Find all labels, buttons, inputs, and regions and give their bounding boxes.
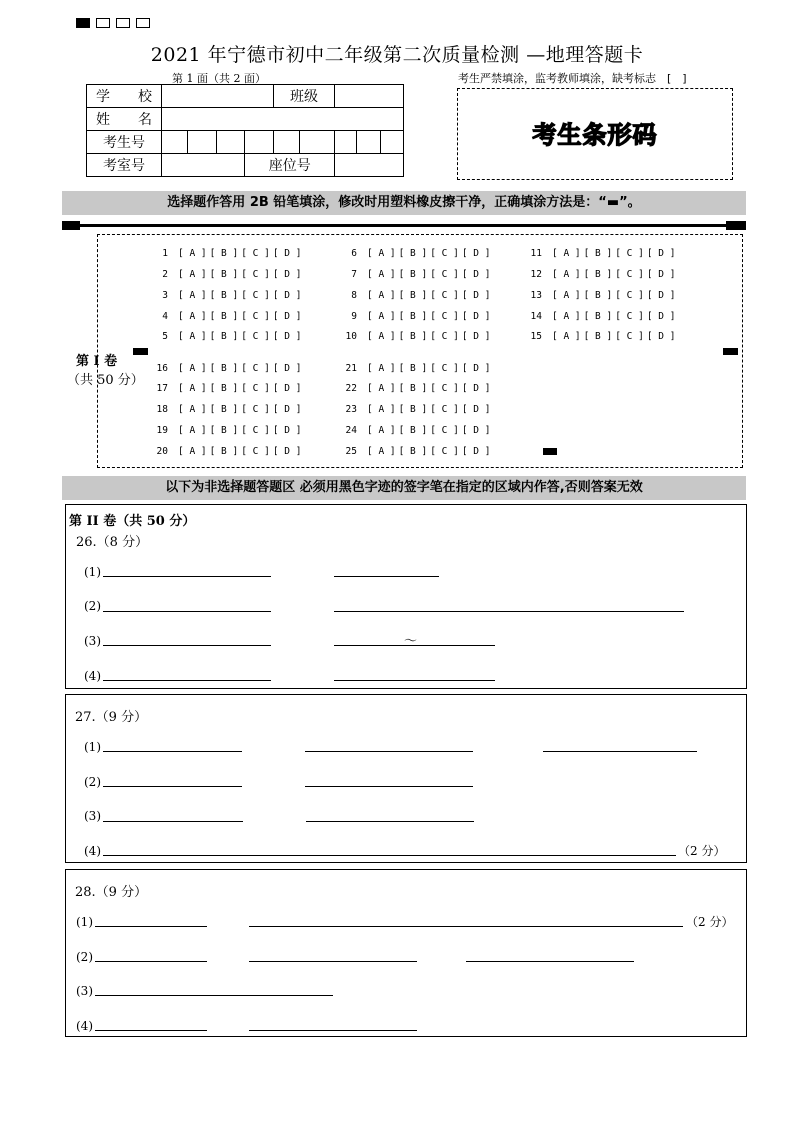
mc-question-number: 3 [162, 290, 168, 301]
school-field[interactable] [162, 85, 274, 108]
mc-option-bubble[interactable]: [ B ] [398, 363, 428, 374]
mc-option-bubble[interactable]: [ D ] [461, 311, 491, 322]
answer-line[interactable] [305, 786, 473, 787]
mc-option-bubble[interactable]: [ A ] [367, 404, 396, 415]
mc-question-number: 6 [351, 248, 357, 259]
mc-option-bubble[interactable]: [ B ] [583, 248, 613, 259]
range-tilde: ～ [404, 634, 418, 649]
mc-question-number: 13 [530, 290, 542, 301]
mc-question-row [142, 248, 304, 259]
mc-option-bubble[interactable]: [ C ] [430, 311, 459, 322]
mc-option-bubble[interactable]: [ A ] [367, 425, 396, 436]
mc-option-bubble[interactable]: [ D ] [646, 248, 676, 259]
mc-option-bubble[interactable]: [ D ] [461, 446, 491, 457]
question-27-item-4: (4) [84, 844, 101, 858]
mc-question-row [331, 446, 493, 457]
mc-question-number: 22 [345, 383, 357, 394]
answer-line[interactable] [543, 751, 697, 752]
mc-option-bubble[interactable]: [ D ] [272, 446, 302, 457]
mc-option-bubble[interactable]: [ C ] [430, 425, 459, 436]
exam-number-digit[interactable] [357, 131, 381, 154]
mc-option-bubble[interactable]: [ D ] [272, 269, 302, 280]
answer-line[interactable] [103, 645, 271, 646]
mc-option-bubble[interactable]: [ A ] [552, 290, 581, 301]
question-26-item-2: (2) [84, 599, 101, 613]
mc-option-bubble[interactable]: [ C ] [430, 383, 459, 394]
answer-line[interactable] [95, 995, 333, 996]
mc-question-number: 18 [156, 404, 168, 415]
mc-question-row [331, 290, 493, 301]
mc-option-bubble[interactable]: [ C ] [430, 404, 459, 415]
mc-option-bubble[interactable]: [ C ] [430, 290, 459, 301]
mc-option-bubble[interactable]: [ A ] [367, 383, 396, 394]
mc-option-bubble[interactable]: [ C ] [430, 248, 459, 259]
mc-option-bubble[interactable]: [ A ] [178, 363, 207, 374]
mc-option-bubble[interactable]: [ C ] [430, 269, 459, 280]
mc-question-row [516, 311, 678, 322]
mc-option-bubble[interactable]: [ C ] [241, 269, 270, 280]
mc-option-bubble[interactable]: [ A ] [367, 446, 396, 457]
mc-option-bubble[interactable]: [ D ] [461, 331, 491, 342]
question-26-heading: 26.（8 分） [76, 535, 149, 550]
seat-field[interactable] [335, 154, 404, 177]
answer-line[interactable] [249, 1030, 417, 1031]
position-marker-filled [76, 18, 90, 28]
mc-option-bubble[interactable]: [ C ] [241, 383, 270, 394]
mc-question-row [331, 363, 493, 374]
answer-line[interactable] [103, 611, 271, 612]
exam-number-digit[interactable] [300, 131, 335, 154]
exam-room-label: 考室号 [87, 154, 162, 177]
mc-option-bubble[interactable]: [ A ] [552, 331, 581, 342]
mc-option-bubble[interactable]: [ D ] [461, 290, 491, 301]
mc-question-number: 12 [530, 269, 542, 280]
answer-line[interactable] [95, 1030, 207, 1031]
mc-question-number: 21 [345, 363, 357, 374]
mc-question-row [331, 311, 493, 322]
exam-number-digit[interactable] [216, 131, 245, 154]
question-26-item-1: (1) [84, 565, 101, 579]
mc-question-number: 24 [345, 425, 357, 436]
mc-option-bubble[interactable]: [ D ] [272, 383, 302, 394]
answer-line[interactable] [103, 576, 271, 577]
question-27-item-2: (2) [84, 775, 101, 789]
exam-number-digit[interactable] [162, 131, 188, 154]
mc-option-bubble[interactable]: [ A ] [178, 446, 207, 457]
mc-option-bubble[interactable]: [ A ] [178, 404, 207, 415]
mc-option-bubble[interactable]: [ B ] [209, 383, 239, 394]
name-label: 姓 名 [87, 108, 162, 131]
mc-option-bubble[interactable]: [ D ] [272, 331, 302, 342]
question-27-points-note: （2 分） [678, 844, 726, 858]
mc-question-row [142, 404, 304, 415]
nonchoice-instruction-banner: 以下为非选择题答题区 必须用黑色字迹的签字笔在指定的区域内作答,否则答案无效 [62, 476, 746, 500]
question-27-item-1: (1) [84, 740, 101, 754]
answer-line[interactable] [95, 961, 207, 962]
mc-question-row [331, 425, 493, 436]
mc-option-bubble[interactable]: [ C ] [615, 331, 644, 342]
question-28-heading: 28.（9 分） [75, 885, 148, 900]
mc-question-number: 16 [156, 363, 168, 374]
alignment-marker [726, 221, 746, 230]
mc-option-bubble[interactable]: [ B ] [209, 311, 239, 322]
mc-question-row [516, 331, 678, 342]
mc-question-row [142, 383, 304, 394]
answer-line[interactable] [103, 751, 242, 752]
mc-option-bubble[interactable]: [ B ] [583, 290, 613, 301]
mc-option-bubble[interactable]: [ B ] [209, 248, 239, 259]
answer-line[interactable] [249, 961, 417, 962]
alignment-marker [62, 221, 80, 230]
seat-label: 座位号 [245, 154, 335, 177]
mc-question-number: 5 [162, 331, 168, 342]
page-indicator: 第 1 面（共 2 面） [172, 72, 266, 85]
question-28-item-4: (4) [76, 1019, 93, 1033]
name-field[interactable] [162, 108, 404, 131]
mc-option-bubble[interactable]: [ B ] [398, 425, 428, 436]
mc-option-bubble[interactable]: [ B ] [583, 269, 613, 280]
question-26-item-3: (3) [84, 634, 101, 648]
mc-option-bubble[interactable]: [ A ] [367, 363, 396, 374]
mc-option-bubble[interactable]: [ C ] [430, 363, 459, 374]
mc-option-bubble[interactable]: [ A ] [367, 290, 396, 301]
mc-option-bubble[interactable]: [ A ] [552, 248, 581, 259]
mc-option-bubble[interactable]: [ B ] [209, 425, 239, 436]
mc-option-bubble[interactable]: [ A ] [178, 290, 207, 301]
mc-option-bubble[interactable]: [ D ] [272, 290, 302, 301]
mc-question-number: 1 [162, 248, 168, 259]
position-marker-empty [96, 18, 110, 28]
mc-question-number: 17 [156, 383, 168, 394]
answer-line[interactable] [95, 926, 207, 927]
answer-line[interactable] [103, 821, 243, 822]
answer-line[interactable] [305, 751, 473, 752]
mc-option-bubble[interactable]: [ A ] [552, 311, 581, 322]
mc-option-bubble[interactable]: [ B ] [398, 269, 428, 280]
mc-question-number: 11 [530, 248, 542, 259]
mc-question-row [516, 248, 678, 259]
mc-option-bubble[interactable]: [ A ] [552, 269, 581, 280]
question-26-item-4: (4) [84, 669, 101, 683]
mc-option-bubble[interactable]: [ C ] [241, 311, 270, 322]
mc-option-bubble[interactable]: [ C ] [615, 248, 644, 259]
mc-option-bubble[interactable]: [ D ] [461, 363, 491, 374]
mc-option-bubble[interactable]: [ B ] [209, 404, 239, 415]
absent-mark-instruction: 考生严禁填涂，监考教师填涂，缺考标志 [ ] [458, 72, 687, 85]
mc-question-row [516, 290, 678, 301]
mc-option-bubble[interactable]: [ D ] [272, 311, 302, 322]
mc-option-bubble[interactable]: [ B ] [398, 311, 428, 322]
mc-option-bubble[interactable]: [ C ] [615, 311, 644, 322]
part-two-title: 第 II 卷（共 50 分） [69, 514, 196, 529]
mc-option-bubble[interactable]: [ C ] [615, 290, 644, 301]
mc-option-bubble[interactable]: [ D ] [646, 331, 676, 342]
mc-option-bubble[interactable]: [ B ] [209, 290, 239, 301]
mc-option-bubble[interactable]: [ B ] [209, 446, 239, 457]
mc-question-number: 10 [345, 331, 357, 342]
mc-option-bubble[interactable]: [ A ] [178, 311, 207, 322]
alignment-marker [543, 448, 557, 455]
answer-line[interactable] [103, 680, 271, 681]
barcode-area [457, 88, 733, 180]
question-27-answer-box [65, 694, 747, 863]
mc-question-number: 4 [162, 311, 168, 322]
mc-option-bubble[interactable]: [ D ] [461, 269, 491, 280]
mc-question-row [142, 446, 304, 457]
mc-question-row [331, 383, 493, 394]
mc-option-bubble[interactable]: [ A ] [367, 331, 396, 342]
answer-line[interactable] [466, 961, 634, 962]
question-26-answer-box [65, 504, 747, 689]
question-27-item-3: (3) [84, 809, 101, 823]
mc-option-bubble[interactable]: [ D ] [646, 311, 676, 322]
mc-question-row [142, 269, 304, 280]
mc-option-bubble[interactable]: [ A ] [178, 425, 207, 436]
mc-option-bubble[interactable]: [ C ] [615, 269, 644, 280]
page-title: 2021 年宁德市初中二年级第二次质量检测 —地理答题卡 [150, 44, 644, 66]
exam-number-digit[interactable] [381, 131, 404, 154]
mc-option-bubble[interactable]: [ D ] [646, 269, 676, 280]
choice-instruction-banner: 选择题作答用 2B 铅笔填涂，修改时用塑料橡皮擦干净，正确填涂方法是：“▬”。 [62, 191, 746, 215]
mc-question-number: 23 [345, 404, 357, 415]
exam-number-digit[interactable] [274, 131, 300, 154]
mc-question-row [142, 290, 304, 301]
question-28-answer-box [65, 869, 747, 1037]
mc-question-number: 8 [351, 290, 357, 301]
mc-question-row [142, 425, 304, 436]
mc-option-bubble[interactable]: [ D ] [461, 404, 491, 415]
mc-question-row [331, 248, 493, 259]
question-28-item-2: (2) [76, 950, 93, 964]
divider-rule [80, 224, 726, 227]
answer-line[interactable] [103, 786, 242, 787]
class-label: 班级 [274, 85, 335, 108]
mc-option-bubble[interactable]: [ D ] [272, 248, 302, 259]
answer-line[interactable] [249, 926, 683, 927]
mc-option-bubble[interactable]: [ C ] [430, 331, 459, 342]
mc-option-bubble[interactable]: [ A ] [178, 248, 207, 259]
mc-question-number: 9 [351, 311, 357, 322]
barcode-label: 考生条形码 [532, 121, 658, 149]
answer-line[interactable] [103, 855, 676, 856]
mc-option-bubble[interactable]: [ C ] [430, 446, 459, 457]
mc-option-bubble[interactable]: [ B ] [209, 331, 239, 342]
mc-question-number: 19 [156, 425, 168, 436]
question-27-heading: 27.（9 分） [75, 710, 148, 725]
mc-question-row [142, 311, 304, 322]
exam-number-digit[interactable] [188, 131, 217, 154]
question-28-item-3: (3) [76, 984, 93, 998]
mc-option-bubble[interactable]: [ C ] [241, 404, 270, 415]
question-28-item-1: (1) [76, 915, 93, 929]
exam-number-digit[interactable] [245, 131, 274, 154]
mc-option-bubble[interactable]: [ B ] [209, 269, 239, 280]
mc-option-bubble[interactable]: [ C ] [241, 446, 270, 457]
part-one-title: 第 I 卷 [76, 354, 118, 369]
mc-option-bubble[interactable]: [ D ] [461, 383, 491, 394]
mc-option-bubble[interactable]: [ B ] [209, 363, 239, 374]
mc-option-bubble[interactable]: [ C ] [241, 331, 270, 342]
mc-question-number: 20 [156, 446, 168, 457]
mc-question-number: 25 [345, 446, 357, 457]
mc-question-number: 7 [351, 269, 357, 280]
mc-option-bubble[interactable]: [ A ] [178, 269, 207, 280]
mc-option-bubble[interactable]: [ B ] [583, 311, 613, 322]
mc-question-row [331, 331, 493, 342]
mc-question-row [142, 331, 304, 342]
mc-option-bubble[interactable]: [ D ] [646, 290, 676, 301]
position-marker-empty [136, 18, 150, 28]
answer-line[interactable] [306, 821, 474, 822]
position-marker-empty [116, 18, 130, 28]
mc-option-bubble[interactable]: [ A ] [367, 248, 396, 259]
mc-option-bubble[interactable]: [ A ] [367, 311, 396, 322]
mc-question-row [142, 363, 304, 374]
mc-option-bubble[interactable]: [ D ] [272, 425, 302, 436]
mc-option-bubble[interactable]: [ C ] [241, 363, 270, 374]
mc-option-bubble[interactable]: [ B ] [398, 331, 428, 342]
mc-option-bubble[interactable]: [ B ] [398, 383, 428, 394]
class-field[interactable] [335, 85, 404, 108]
school-label: 学 校 [87, 85, 162, 108]
question-28-points-note: （2 分） [686, 915, 734, 929]
mc-option-bubble[interactable]: [ C ] [241, 248, 270, 259]
mc-option-bubble[interactable]: [ C ] [241, 425, 270, 436]
mc-question-row [516, 269, 678, 280]
mc-question-row [331, 404, 493, 415]
mc-option-bubble[interactable]: [ C ] [241, 290, 270, 301]
mc-question-number: 14 [530, 311, 542, 322]
exam-room-field[interactable] [162, 154, 245, 177]
answer-line[interactable] [334, 576, 439, 577]
mc-option-bubble[interactable]: [ D ] [272, 363, 302, 374]
mc-option-bubble[interactable]: [ A ] [178, 383, 207, 394]
exam-number-digit[interactable] [335, 131, 357, 154]
mc-question-number: 2 [162, 269, 168, 280]
mc-option-bubble[interactable]: [ B ] [398, 248, 428, 259]
mc-option-bubble[interactable]: [ A ] [367, 269, 396, 280]
exam-number-label: 考生号 [87, 131, 162, 154]
student-info-table [86, 84, 404, 177]
mc-option-bubble[interactable]: [ B ] [398, 290, 428, 301]
mc-option-bubble[interactable]: [ D ] [461, 248, 491, 259]
part-one-score: （共 50 分） [67, 373, 144, 388]
mc-question-number: 15 [530, 331, 542, 342]
mc-option-bubble[interactable]: [ A ] [178, 331, 207, 342]
mc-option-bubble[interactable]: [ D ] [461, 425, 491, 436]
mc-option-bubble[interactable]: [ B ] [583, 331, 613, 342]
mc-option-bubble[interactable]: [ B ] [398, 446, 428, 457]
mc-option-bubble[interactable]: [ D ] [272, 404, 302, 415]
answer-line[interactable] [334, 611, 684, 612]
answer-line[interactable] [334, 680, 495, 681]
mc-option-bubble[interactable]: [ B ] [398, 404, 428, 415]
mc-question-row [331, 269, 493, 280]
